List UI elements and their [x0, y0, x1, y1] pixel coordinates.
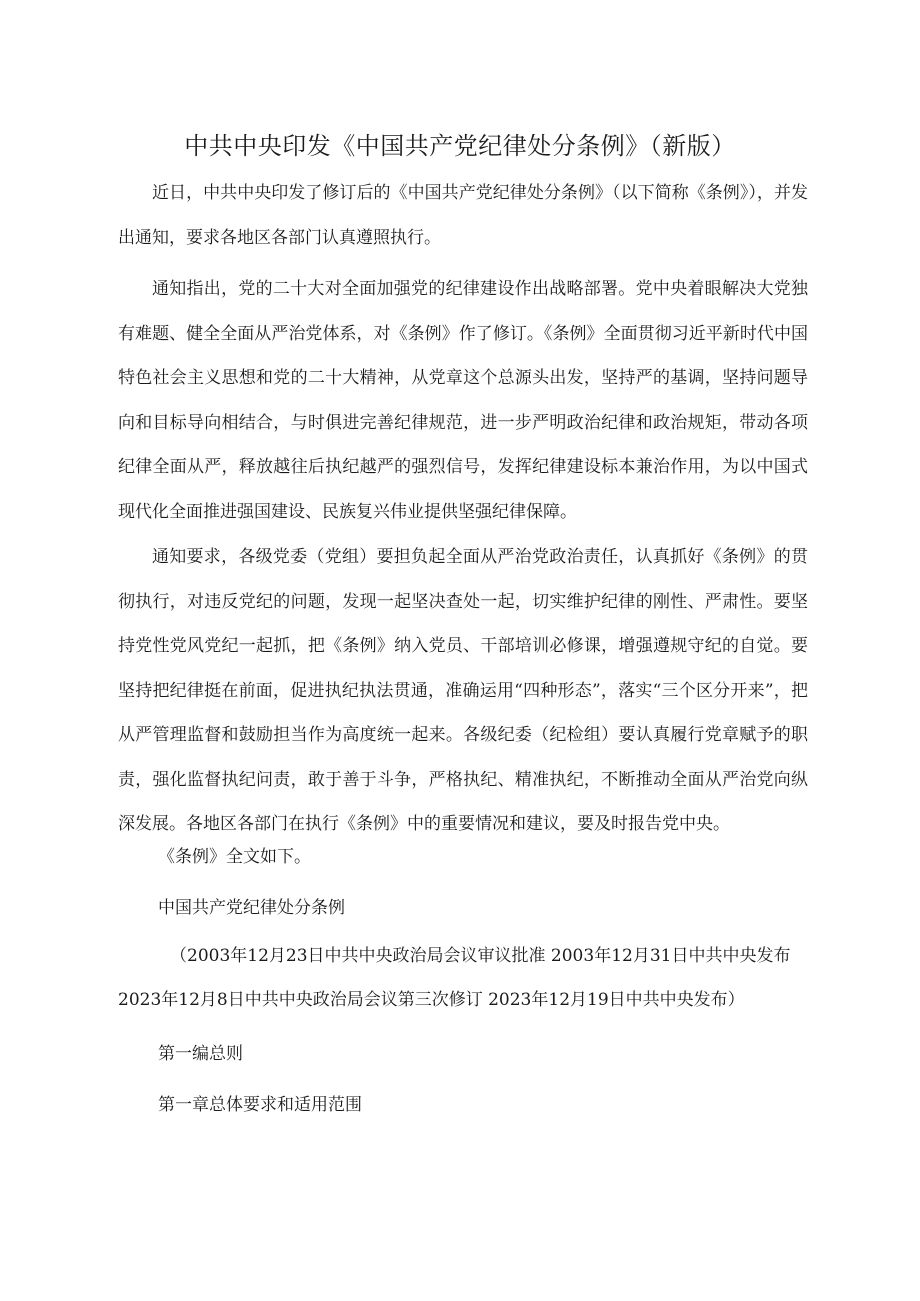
paragraph-intro: 近日，中共中央印发了修订后的《中国共产党纪律处分条例》（以下简称《条例》），并发出通知，要求各地区各部门认真遵照执行。 [118, 183, 808, 248]
chapter-heading: 第一章总体要求和适用范围 [158, 1095, 362, 1115]
paragraph-notice-requirements: 通知要求，各级党委（党组）要担负起全面从严治党政治责任，认真抓好《条例》的贯彻执行，对违反党纪的问题，发现一起坚决查处一起，切实维护纪律的刚性、严肃性。要坚持党性党风党纪一起抓，把《条例》纳入党员、干部培训必修课，增强遵规守纪的自觉。要坚持把纪律挺在前面，促进执纪执法贯通，准确运用“四种形态”，落实“三个区分开来”，把从严管理监督和鼓励担当作为高度统一起来。各级纪委（纪检组）要认真履行党章赋予的职责，强化监督执纪问责，敢于善于斗争，严格执纪、精准执纪，不断推动全面从严治党向纵深发展。各地区各部门在执行《条例》中的重要情况和建议，要及时报告党中央。 [118, 547, 808, 834]
revision-history-line-2: 2023年12月8日中共中央政治局会议第三次修订 2023年12月19日中共中央发布） [118, 990, 745, 1010]
paragraph-notice-points: 通知指出，党的二十大对全面加强党的纪律建设作出战略部署。党中央着眼解决大党独有难题、健全全面从严治党体系，对《条例》作了修订。《条例》全面贯彻习近平新时代中国特色社会主义思想和党的二十大精神，从党章这个总源头出发，坚持严的基调，坚持问题导向和目标导向相结合，与时俱进完善纪律规范，进一步严明政治纪律和政治规矩，带动各项纪律全面从严，释放越往后执纪越严的强烈信号，发挥纪律建设标本兼治作用，为以中国式现代化全面推进强国建设、民族复兴伟业提供坚强纪律保障。 [118, 279, 808, 522]
regulation-name: 中国共产党纪律处分条例 [158, 898, 345, 918]
document-title: 中共中央印发《中国共产党纪律处分条例》（新版） [184, 132, 736, 160]
part-heading: 第一编总则 [158, 1044, 243, 1064]
revision-history-line-1: （2003年12月23日中共中央政治局会议审议批准 2003年12月31日中共中央发布 [170, 946, 791, 966]
full-text-intro: 《条例》全文如下。 [158, 847, 311, 867]
